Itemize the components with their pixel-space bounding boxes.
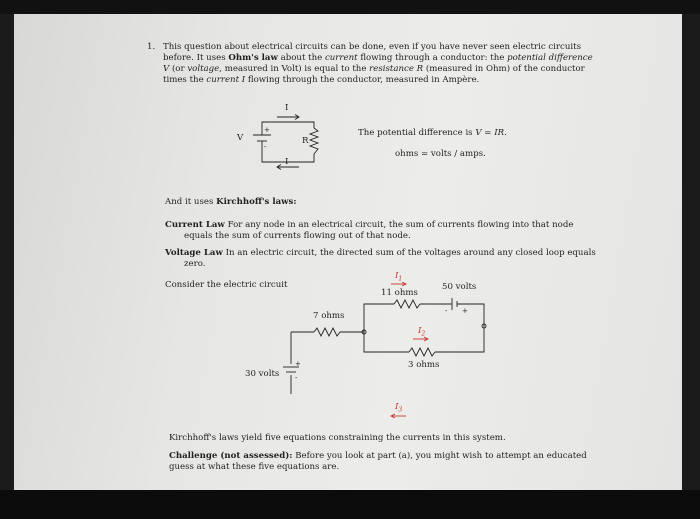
voltage-term: voltage, [187, 64, 223, 74]
footer-line-1: Kirchhoff's laws yield five equations constraining the currents in this system. [169, 433, 506, 443]
intro-text: flowing through the conductor, measured in Ampère. [245, 75, 480, 85]
ohm-r-label: R [302, 136, 309, 146]
ohm-v-label: V [237, 133, 244, 143]
battery-50v-minus: - [445, 307, 448, 315]
battery-30v-minus: - [295, 374, 298, 382]
resistance-term: resistance R [369, 64, 424, 74]
ohm-plus-sign: + [264, 126, 270, 134]
v-symbol: V [163, 64, 170, 74]
challenge-line-1 [169, 451, 587, 462]
i1-letter: I [395, 271, 399, 281]
resistor-11-ohms [394, 300, 420, 308]
challenge-text: Before you look at part (a), you might wish to attempt an educated [292, 451, 587, 461]
current-term: current [324, 53, 358, 63]
intro-text: times the [163, 75, 207, 85]
resistor-7-ohms [314, 328, 340, 336]
i2-letter: I [418, 326, 422, 336]
current-law-line-2: equals the sum of currents flowing out of that node. [184, 231, 411, 241]
voltage-law-text: In an electric circuit, the directed sum of the voltages around any closed loop equals [222, 248, 596, 258]
formula-text: The potential difference is [358, 128, 476, 138]
challenge-line-2: guess at what these five equations are. [169, 462, 340, 472]
resistor-7-label: 7 ohms [313, 311, 345, 321]
battery-50v-label: 50 volts [442, 282, 477, 292]
resistor-3-label: 3 ohms [408, 360, 440, 370]
voltage-law-line-2: zero. [184, 259, 206, 269]
i2-label [418, 326, 425, 340]
battery-50v-plus: + [462, 307, 468, 315]
intro-text: flowing through a conductor: the [357, 53, 508, 63]
i3-subscript: 3 [398, 406, 403, 414]
ohm-units: ohms = volts / amps. [395, 149, 486, 159]
i3-label [395, 402, 402, 416]
current-law-title: Current Law [165, 220, 225, 230]
intro-text: before. It uses [163, 53, 229, 63]
i2-subscript: 2 [421, 330, 426, 338]
battery-30v-plus: + [295, 360, 301, 368]
electric-circuit [14, 14, 682, 490]
middle-right-wire [435, 326, 484, 352]
document-page [14, 14, 682, 490]
intro-text: (measured in Ohm) of the conductor [423, 64, 585, 74]
question-number: 1. [147, 42, 156, 52]
ohm-top-current-label: I [285, 103, 289, 113]
consider-circuit-label: Consider the electric circuit [165, 280, 288, 290]
current-law-text: For any node in an electrical circuit, the sum of currents flowing into that node [224, 220, 574, 230]
top-left-wire [364, 304, 394, 326]
kirchhoff-intro-text: And it uses [165, 197, 217, 207]
ohm-bottom-current-label: I [285, 157, 289, 167]
current-i-term: current I [206, 75, 246, 85]
challenge-title: Challenge (not assessed): [169, 451, 293, 461]
resistor-3-ohms [409, 348, 435, 356]
i1-subscript: 1 [398, 275, 403, 283]
intro-line-1: This question about electrical circuits can be done, even if you have never seen electric circuits [163, 42, 581, 52]
bottom-bezel [0, 490, 700, 519]
intro-text: measured in Volt) is equal to the [222, 64, 370, 74]
kirchhoff-laws-heading: Kirchhoff's laws: [216, 197, 297, 207]
top-bezel [0, 0, 700, 14]
voltage-law-title: Voltage Law [165, 248, 223, 258]
i1-label [395, 271, 402, 285]
ohms-law-term: Ohm's law [228, 53, 278, 63]
middle-left-wire [364, 326, 409, 352]
resistor-11-label: 11 ohms [381, 288, 418, 298]
i3-letter: I [395, 402, 399, 412]
battery-30v-label: 30 volts [245, 369, 280, 379]
potential-difference-term: potential difference [507, 53, 593, 63]
ohm-formula: V = IR. [475, 128, 507, 138]
intro-text: (or [169, 64, 188, 74]
intro-text: about the [277, 53, 325, 63]
ohm-minus-sign: - [264, 143, 267, 151]
